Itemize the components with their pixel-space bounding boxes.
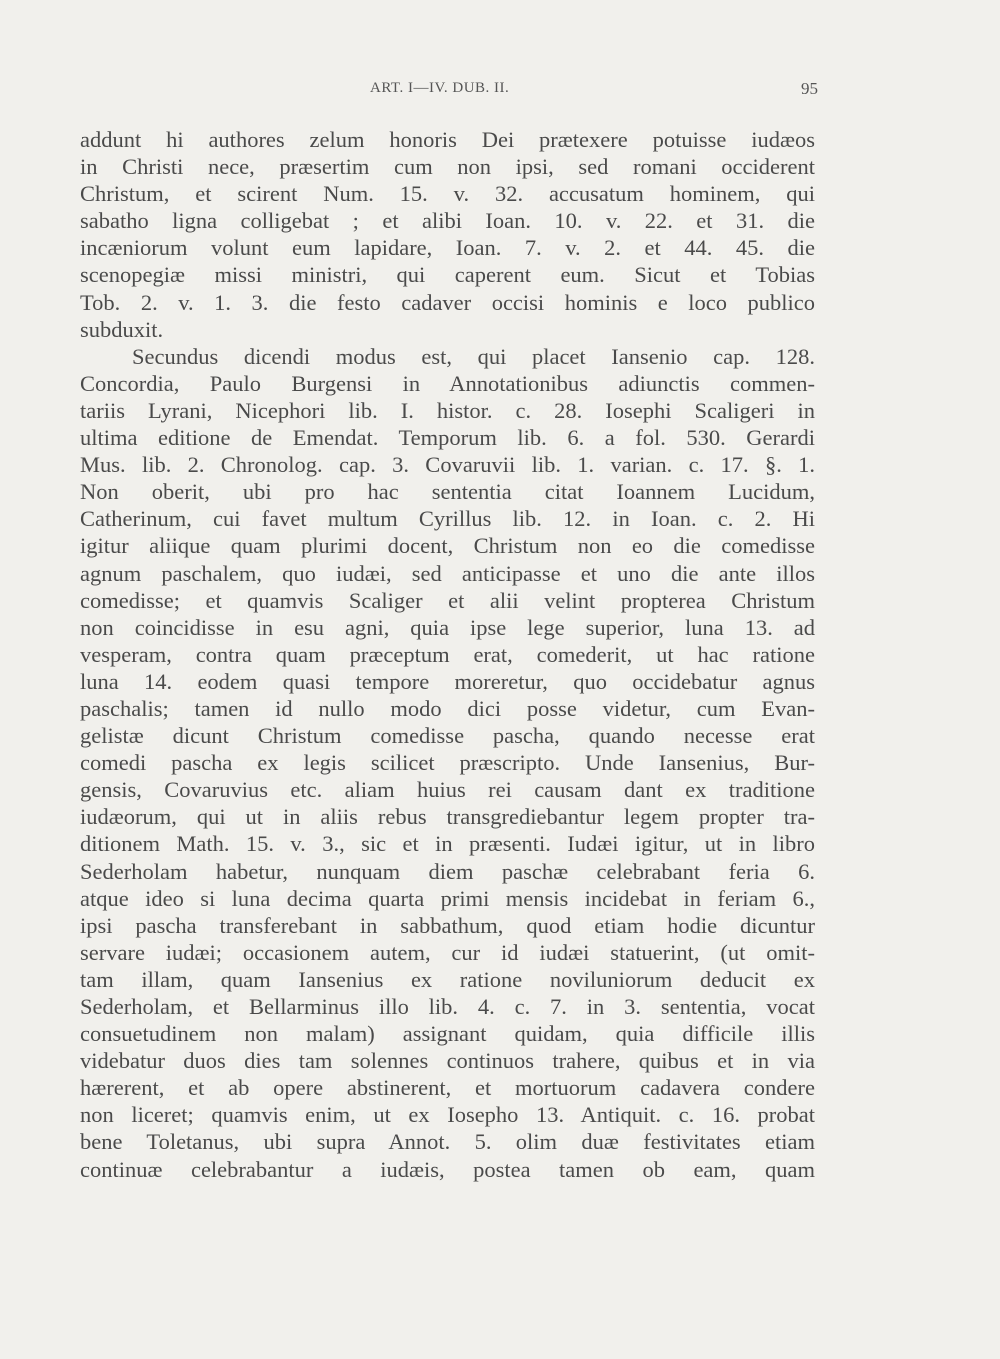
text-line: bene Toletanus, ubi supra Annot. 5. olim duæ festivitates etiam — [80, 1129, 815, 1155]
text-line: ultima editione de Emendat. Temporum lib. 6. a fol. 530. Gerardi — [80, 425, 815, 451]
text-line: in Christi nece, præsertim cum non ipsi, sed romani occiderent — [80, 154, 815, 180]
text-line: tariis Lyrani, Nicephori lib. I. histor. c. 28. Iosephi Scaligeri in — [80, 397, 815, 423]
text-line: Sederholam habetur, nunquam diem paschæ celebrabant feria 6. — [80, 858, 815, 884]
text-line: tam illam, quam Iansenius ex ratione noviluniorum deducit ex — [80, 966, 815, 992]
text-line: comedi pascha ex legis scilicet præscripto. Unde Iansenius, Bur- — [80, 750, 815, 776]
text-line: hærerent, et ab opere abstinerent, et mortuorum cadavera condere — [80, 1075, 815, 1101]
text-line: agnum paschalem, quo iudæi, sed anticipasse et uno die ante illos — [80, 560, 815, 586]
text-line: videbatur duos dies tam solennes continuos trahere, quibus et in via — [80, 1048, 815, 1074]
text-line: gensis, Covaruvius etc. aliam huius rei causam dant ex traditione — [80, 777, 815, 803]
text-line: addunt hi authores zelum honoris Dei prætexere potuisse iudæos — [80, 127, 815, 152]
body-text — [80, 126, 815, 1183]
text-line: subduxit. — [80, 316, 164, 342]
text-line: paschalis; tamen id nullo modo dici posse videtur, cum Evan- — [80, 695, 815, 721]
text-line: ipsi pascha transferebant in sabbathum, quod etiam hodie dicuntur — [80, 912, 815, 938]
text-line: ditionem Math. 15. v. 3., sic et in præsenti. Iudæi igitur, ut in libro — [80, 831, 815, 857]
text-line: scenopegiæ missi ministri, qui caperent eum. Sicut et Tobias — [80, 262, 815, 288]
text-line: incæniorum volunt eum lapidare, Ioan. 7. v. 2. et 44. 45. die — [80, 235, 815, 261]
text-line: servare iudæi; occasionem autem, cur id iudæi statuerint, (ut omit- — [80, 939, 815, 965]
text-line: Mus. lib. 2. Chronolog. cap. 3. Covaruvii lib. 1. varian. c. 17. §. 1. — [80, 452, 815, 478]
text-line: non coincidisse in esu agni, quia ipse lege superior, luna 13. ad — [80, 614, 815, 640]
running-head: ART. I—IV. DUB. II. — [370, 80, 510, 96]
page-number: 95 — [801, 79, 818, 98]
text-line: non liceret; quamvis enim, ut ex Iosepho 13. Antiquit. c. 16. probat — [80, 1102, 815, 1128]
text-line: atque ideo si luna decima quarta primi mensis incidebat in feriam 6., — [80, 885, 815, 911]
text-line: Secundus dicendi modus est, qui placet Iansenio cap. 128. — [132, 343, 815, 369]
text-line: Sederholam, et Bellarminus illo lib. 4. c. 7. in 3. sententia, vocat — [80, 994, 815, 1019]
text-line: sabatho ligna colligebat ; et alibi Ioan. 10. v. 22. et 31. die — [80, 208, 815, 234]
text-line: igitur aliique quam plurimi docent, Christum non eo die comedisse — [80, 533, 815, 559]
text-line: vesperam, contra quam præceptum erat, comederit, ut hac ratione — [80, 641, 815, 667]
text-line: continuæ celebrabantur a iudæis, postea tamen ob eam, quam — [80, 1156, 815, 1182]
text-line: comedisse; et quamvis Scaliger et alii velint propterea Christum — [80, 587, 815, 613]
text-line: luna 14. eodem quasi tempore moreretur, quo occidebatur agnus — [80, 668, 815, 694]
text-line: Catherinum, cui favet multum Cyrillus lib. 12. in Ioan. c. 2. Hi — [80, 506, 815, 532]
text-line: Concordia, Paulo Burgensi in Annotationibus adiunctis commen- — [80, 370, 815, 396]
text-line: Non oberit, ubi pro hac sententia citat Ioannem Lucidum, — [80, 479, 815, 505]
text-line: iudæorum, qui ut in aliis rebus transgrediebantur legem propter tra- — [80, 804, 815, 830]
text-line: Tob. 2. v. 1. 3. die festo cadaver occisi hominis e loco publico — [80, 289, 815, 315]
text-line: Christum, et scirent Num. 15. v. 32. accusatum hominem, qui — [80, 181, 815, 207]
text-line: gelistæ dicunt Christum comedisse pascha, quando necesse erat — [80, 723, 815, 749]
text-line: consuetudinem non malam) assignant quidam, quia difficile illis — [80, 1021, 815, 1047]
